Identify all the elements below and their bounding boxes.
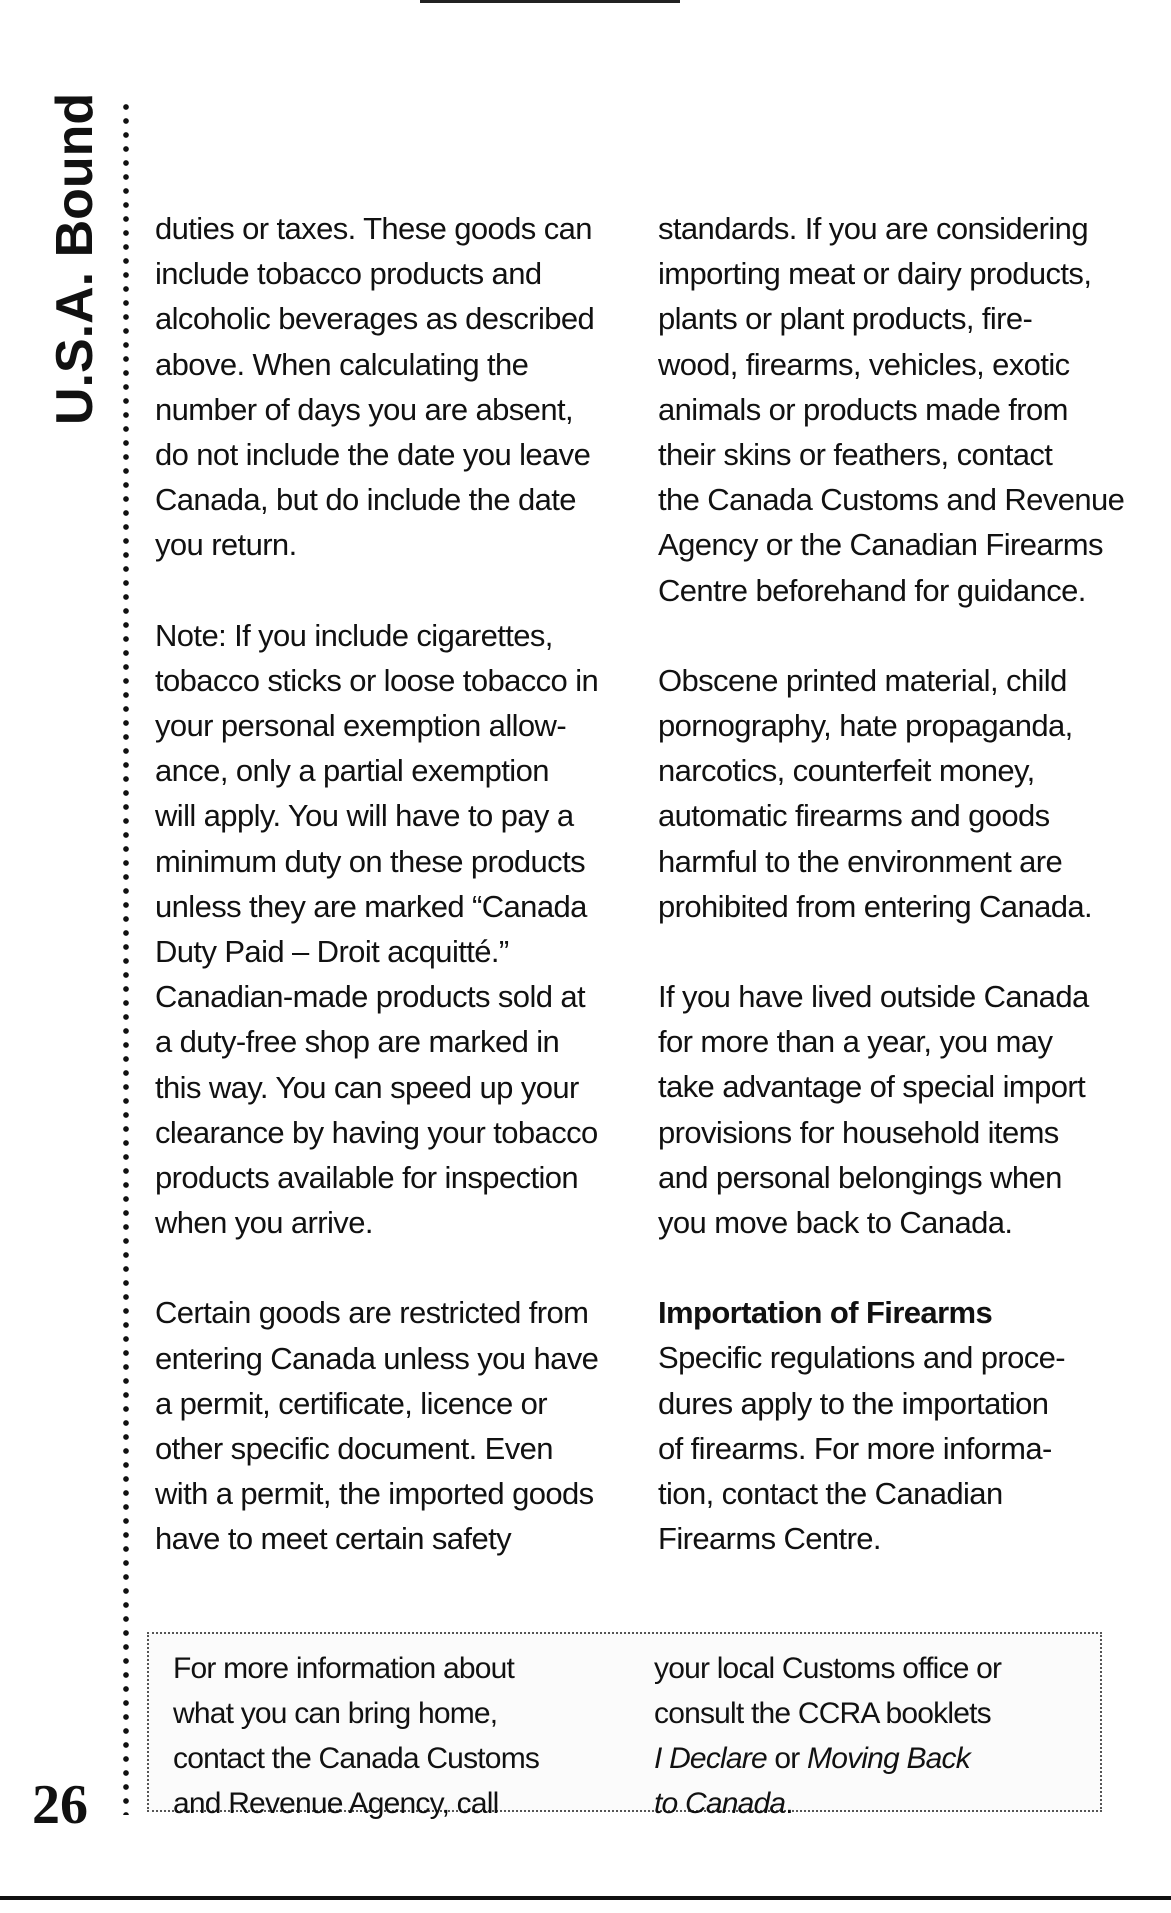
booklet-title-moving-back: Moving Back (807, 1742, 970, 1775)
paragraph-firearms: Specific regulations and proce- dures apply to the importation of firearms. For more informa- tion, contact the Canadian Firearms Centre. (658, 1340, 1066, 1557)
info-callout-box (147, 1632, 1102, 1820)
top-rule (420, 0, 680, 3)
paragraph-lived-outside: If you have lived outside Canada for more than a year, you may take advantage of special import provisions for household items and personal belongings when you move back to Canada. (658, 979, 1089, 1241)
firearms-heading: Importation of Firearms (658, 1295, 993, 1331)
paragraph-prohibited: Obscene printed material, child pornography, hate propaganda, narcotics, counterfeit money, automatic firearms and goods harmful to the environment are prohibited from entering Canada. (658, 662, 1093, 924)
callout-left-text: For more information about what you can bring home, contact the Canada Customs and Revenue Agency, call (173, 1652, 540, 1820)
callout-line-2: consult the CCRA booklets (654, 1697, 991, 1730)
paragraph-restricted-goods: Certain goods are restricted from entering Canada unless you have a permit, certificate, licence or other specific document. Even with a permit, the imported goods have to meet certain safety (155, 1295, 599, 1557)
callout-or: or (766, 1742, 808, 1775)
paragraph-duties: duties or taxes. These goods can include tobacco products and alcoholic beverages as described above. When calculating the number of days you are absent, do not include the date you leave Canada, but do include the date you return. (155, 211, 595, 563)
dotted-divider (122, 100, 130, 1815)
booklet-title-i-declare: I Declare (654, 1742, 767, 1775)
callout-period: . (785, 1787, 793, 1820)
left-column (155, 206, 625, 1562)
callout-line-1: your local Customs office or (654, 1652, 1002, 1685)
paragraph-tobacco-note: Note: If you include cigarettes, tobacco sticks or loose tobacco in your personal exemption allow- ance, only a partial exemption will apply. You will have to pay a minimum duty on these products unless they are marked “Canada Duty Paid – Droit acquitté.” Canadian-made products sold at a duty-free shop are marked in this way. You can speed up your clearance by having your tobacco products available for inspection when you arrive. (155, 617, 599, 1241)
callout-right-text (654, 1646, 1084, 1826)
paragraph-standards: standards. If you are considering importing meat or dairy products, plants or plant products, fire- wood, firearms, vehicles, exotic animals or products made from their skins or feathers, contact the Canada Customs and Revenue Agency or the Canadian Firearms Centre beforehand for guidance. (658, 211, 1125, 608)
page-number: 26 (32, 1774, 88, 1836)
booklet-title-moving-back-cont: to Canada (654, 1787, 786, 1820)
bottom-rule (0, 1896, 1171, 1900)
right-column (658, 206, 1128, 1561)
section-title: U.S.A. Bound (46, 92, 104, 425)
